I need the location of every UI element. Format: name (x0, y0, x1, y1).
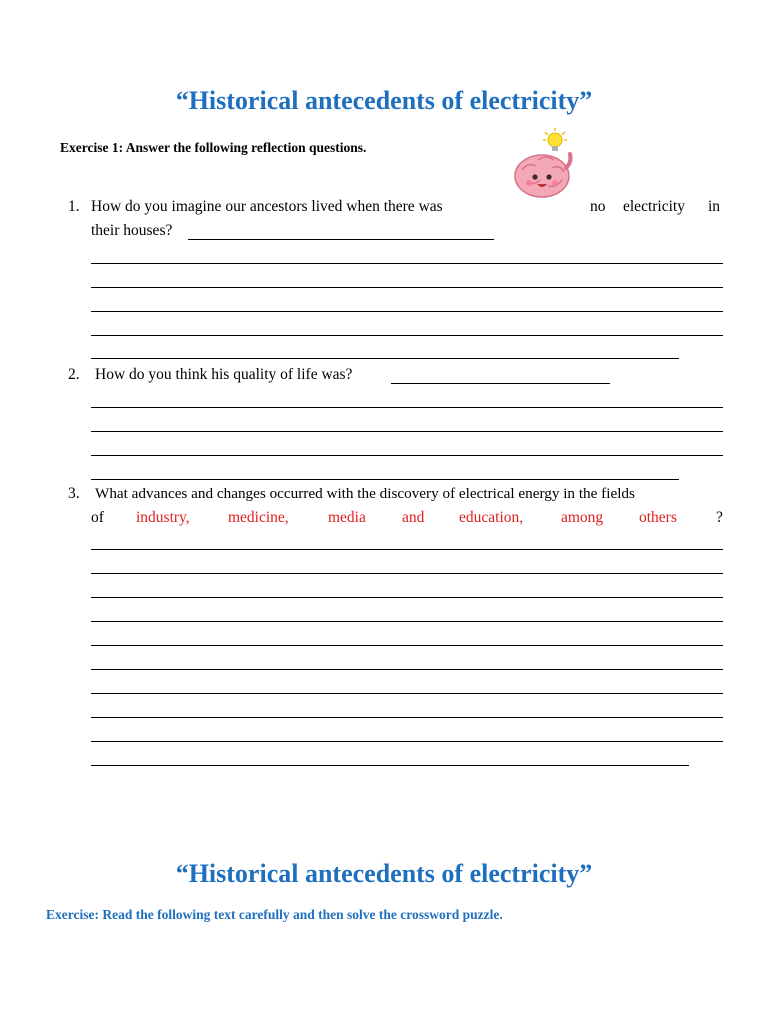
question-1-number: 1. (68, 198, 80, 215)
question-3-number: 3. (68, 485, 80, 502)
question-2-number: 2. (68, 366, 80, 383)
answer-line[interactable] (91, 741, 723, 742)
answer-line[interactable] (91, 573, 723, 574)
answer-line[interactable] (91, 287, 723, 288)
answer-line[interactable] (91, 479, 679, 480)
question-3-field: media (328, 509, 366, 526)
answer-line[interactable] (391, 383, 610, 384)
answer-line[interactable] (188, 239, 494, 240)
question-1-tail-word: in (708, 198, 721, 215)
question-3-field: others (639, 509, 677, 526)
exercise-2-instruction: Exercise: Read the following text carefully and then solve the crossword puzzle. (46, 907, 503, 922)
answer-line[interactable] (91, 669, 723, 670)
page-title: “Historical antecedents of electricity” (175, 86, 593, 115)
question-1-tail-word: no (590, 198, 606, 215)
question-3-text: What advances and changes occurred with the discovery of electrical energy in the fields (95, 485, 635, 502)
question-1-tail-word: electricity (623, 198, 685, 215)
answer-line[interactable] (91, 311, 723, 312)
question-3-suffix: ? (716, 509, 723, 526)
answer-line[interactable] (91, 407, 723, 408)
answer-line[interactable] (91, 335, 723, 336)
answer-line[interactable] (91, 717, 723, 718)
question-2-text: How do you think his quality of life was? (95, 366, 353, 383)
answer-line[interactable] (91, 621, 723, 622)
question-1-text: How do you imagine our ancestors lived when there was (91, 198, 443, 215)
lightbulb-icon (542, 128, 568, 158)
answer-line[interactable] (91, 549, 723, 550)
question-3-field: among (561, 509, 604, 526)
answer-line[interactable] (91, 597, 723, 598)
answer-line[interactable] (91, 455, 723, 456)
question-3-field: industry, (136, 509, 190, 526)
section-title: “Historical antecedents of electricity” (175, 859, 593, 888)
answer-line[interactable] (91, 765, 689, 766)
question-3-field: medicine, (228, 509, 289, 526)
answer-line[interactable] (91, 263, 723, 264)
answer-line[interactable] (91, 431, 723, 432)
question-3-field: and (402, 509, 425, 526)
answer-line[interactable] (91, 358, 679, 359)
answer-line[interactable] (91, 693, 723, 694)
question-3-field: education, (459, 509, 524, 526)
exercise-1-instruction: Exercise 1: Answer the following reflection questions. (60, 140, 367, 155)
question-1-text-line2: their houses? (91, 222, 173, 239)
answer-line[interactable] (91, 645, 723, 646)
question-3-prefix: of (91, 509, 104, 526)
